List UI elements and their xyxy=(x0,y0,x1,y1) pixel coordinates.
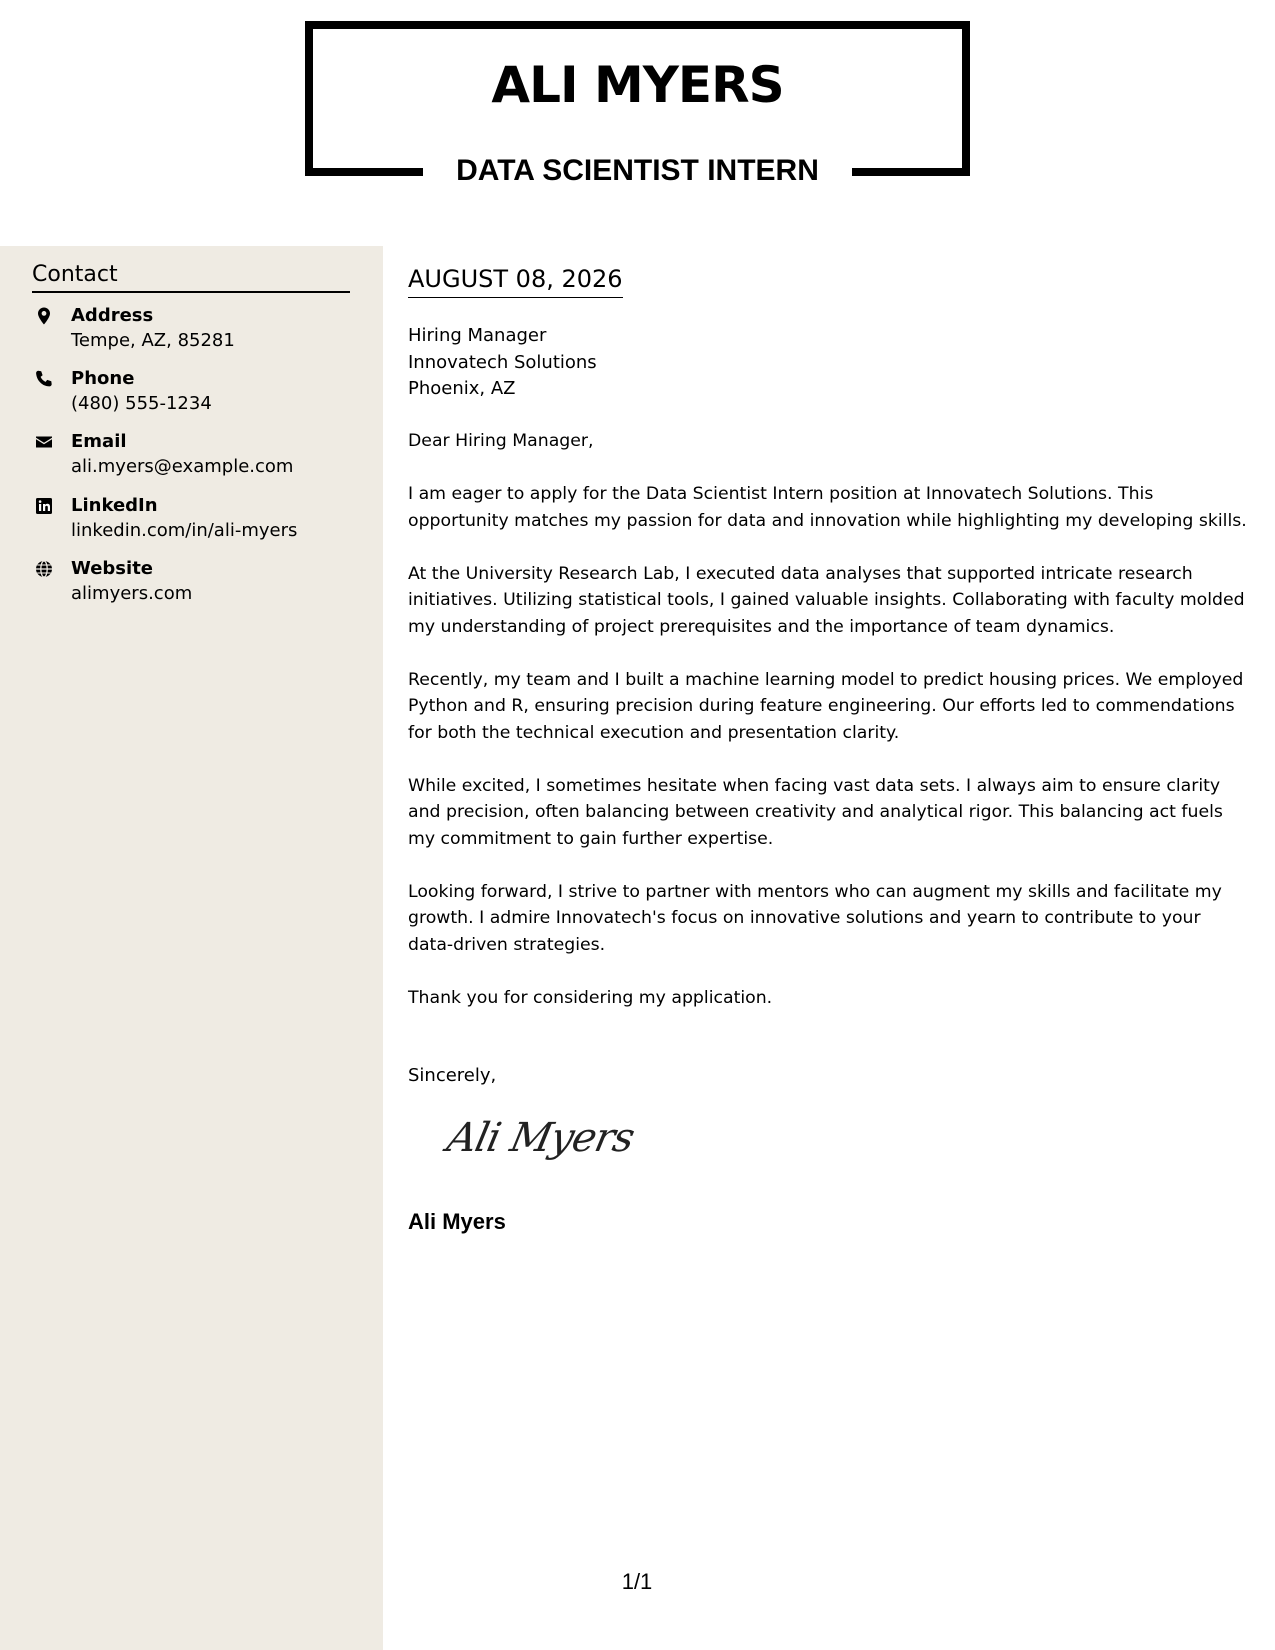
contact-value: Tempe, AZ, 85281 xyxy=(71,330,235,351)
recipient-line: Innovatech Solutions xyxy=(408,351,597,373)
salutation: Dear Hiring Manager, xyxy=(408,431,594,451)
map-pin-icon xyxy=(34,306,54,326)
applicant-name: ALI MYERS xyxy=(491,56,784,114)
signer-name: Ali Myers xyxy=(408,1209,506,1234)
body-paragraph: I am eager to apply for the Data Scientist Intern position at Innovatech Solutions. This opportunity matches my passion for data and innovation while highlighting my developing skills. xyxy=(408,484,1247,531)
recipient-block xyxy=(408,323,1228,403)
letter-body xyxy=(408,428,1250,1038)
job-title: DATA SCIENTIST INTERN xyxy=(456,154,819,187)
body-paragraph: Looking forward, I strive to partner with mentors who can augment my skills and facilitate my growth. I admire Innovatech's focus on innovative solutions and yearn to contribute to your data-driven strategies. xyxy=(408,881,1222,955)
body-paragraph: Recently, my team and I built a machine learning model to predict housing prices. We employed Python and R, ensuring precision during feature engineering. Our efforts led to commendations for both the technical execution and presentation clarity. xyxy=(408,669,1244,743)
contact-value: (480) 555-1234 xyxy=(71,393,212,414)
body-paragraph: While excited, I sometimes hesitate when facing vast data sets. I always aim to ensure clarity and precision, often balancing between creativity and analytical rigor. This balancing act fuels my commitment to gain further expertise. xyxy=(408,775,1223,849)
closing: Sincerely, xyxy=(408,1065,497,1086)
page-number: 1/1 xyxy=(621,1569,653,1594)
contact-value: alimyers.com xyxy=(71,583,193,604)
recipient-line: Hiring Manager xyxy=(408,325,547,346)
body-paragraph: Thank you for considering my application. xyxy=(408,987,773,1008)
contact-label: Phone xyxy=(71,368,135,389)
recipient-line: Phoenix, AZ xyxy=(408,378,516,399)
contact-label: Email xyxy=(71,431,127,452)
contact-value: ali.myers@example.com xyxy=(71,456,294,477)
signature: Ali Myers xyxy=(443,1115,638,1161)
contact-value: linkedin.com/in/ali-myers xyxy=(71,520,298,541)
globe-icon xyxy=(34,559,54,579)
contact-label: Address xyxy=(71,305,154,326)
linkedin-icon xyxy=(34,496,54,516)
email-icon xyxy=(34,432,54,452)
body-paragraph: At the University Research Lab, I executed data analyses that supported intricate research initiatives. Utilizing statistical tools, I gained valuable insights. Collaborating with faculty molded my understanding of project prerequisites and the importance of team dynamics. xyxy=(408,563,1245,637)
letter-date: AUGUST 08, 2026 xyxy=(408,263,623,298)
phone-icon xyxy=(34,369,54,389)
contact-heading: Contact xyxy=(32,259,350,293)
contact-label: Website xyxy=(71,558,154,579)
contact-label: LinkedIn xyxy=(71,495,158,516)
